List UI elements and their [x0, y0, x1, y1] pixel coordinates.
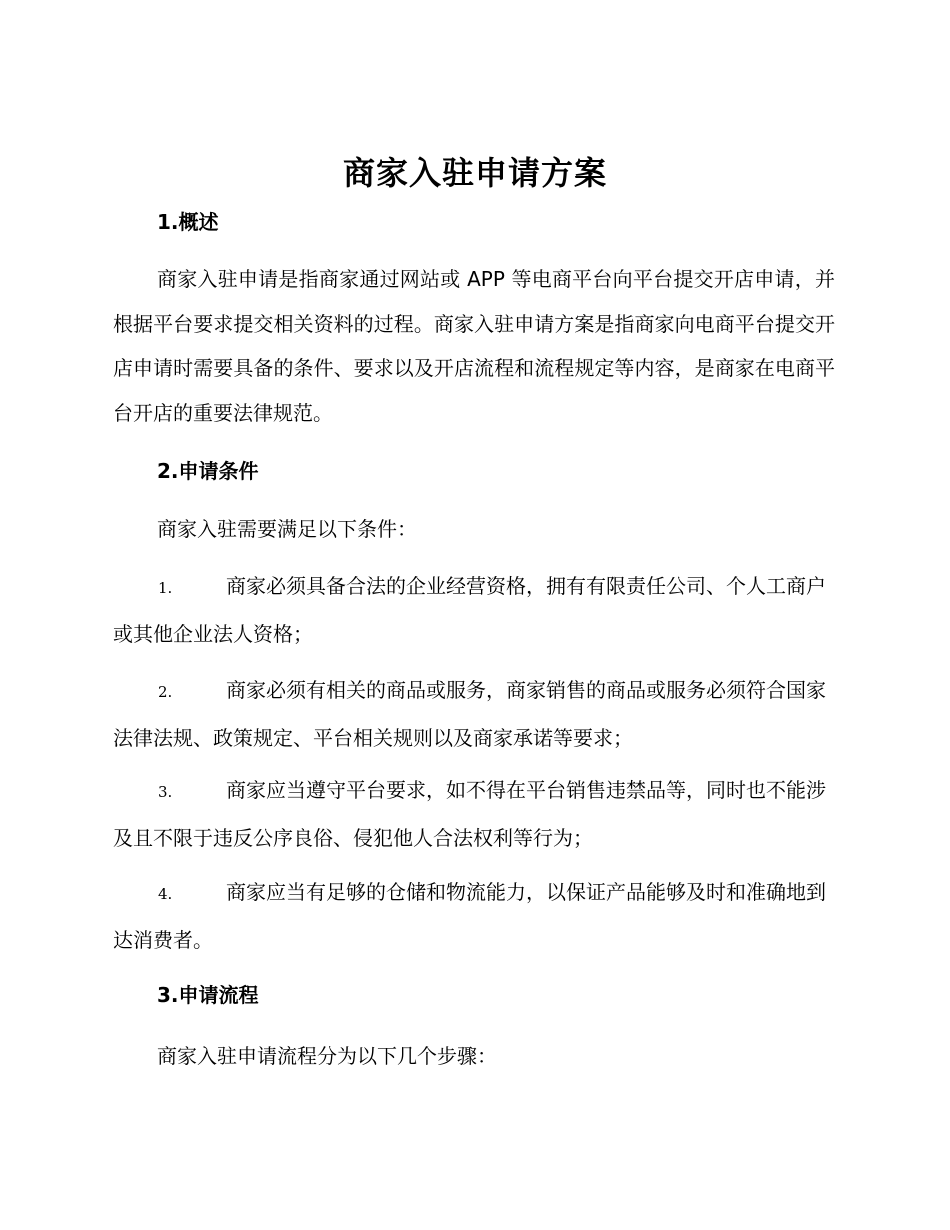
overview-paragraph: 商家入驻申请是指商家通过网站或 APP 等电商平台向平台提交开店申请，并根据平台要求提交相关资料的过程。商家入驻申请方案是指商家向电商平台提交开店申请时需要具备的条件、要求以及开店流程和流程规定等内容，是商家在电商平台开店的重要法律规范。 [113, 267, 835, 425]
section-heading-conditions: 2.申请条件 [157, 459, 259, 483]
item-text: 商家必须有相关的商品或服务，商家销售的商品或服务必须符合国家法律法规、政策规定、平台相关规则以及商家承诺等要求； [113, 678, 826, 750]
document-title: 商家入驻申请方案 [342, 154, 607, 192]
section-heading-overview: 1.概述 [157, 210, 219, 234]
condition-item-3 [113, 767, 835, 861]
section-heading-process: 3.申请流程 [157, 983, 259, 1007]
item-text: 商家必须具备合法的企业经营资格，拥有有限责任公司、个人工商户或其他企业法人资格； [113, 574, 826, 646]
conditions-intro: 商家入驻需要满足以下条件： [157, 517, 417, 541]
item-number: 1. [158, 579, 173, 597]
item-text: 商家应当遵守平台要求，如不得在平台销售违禁品等，同时也不能涉及且不限于违反公序良俗、侵犯他人合法权利等行为； [113, 778, 826, 850]
item-number: 2. [158, 683, 173, 701]
condition-item-1 [113, 563, 835, 657]
process-intro: 商家入驻申请流程分为以下几个步骤： [157, 1044, 497, 1068]
condition-item-4 [113, 869, 835, 963]
item-number: 4. [158, 885, 173, 903]
condition-item-2 [113, 667, 835, 761]
item-number: 3. [158, 783, 173, 801]
item-text: 商家应当有足够的仓储和物流能力，以保证产品能够及时和准确地到达消费者。 [113, 880, 826, 952]
